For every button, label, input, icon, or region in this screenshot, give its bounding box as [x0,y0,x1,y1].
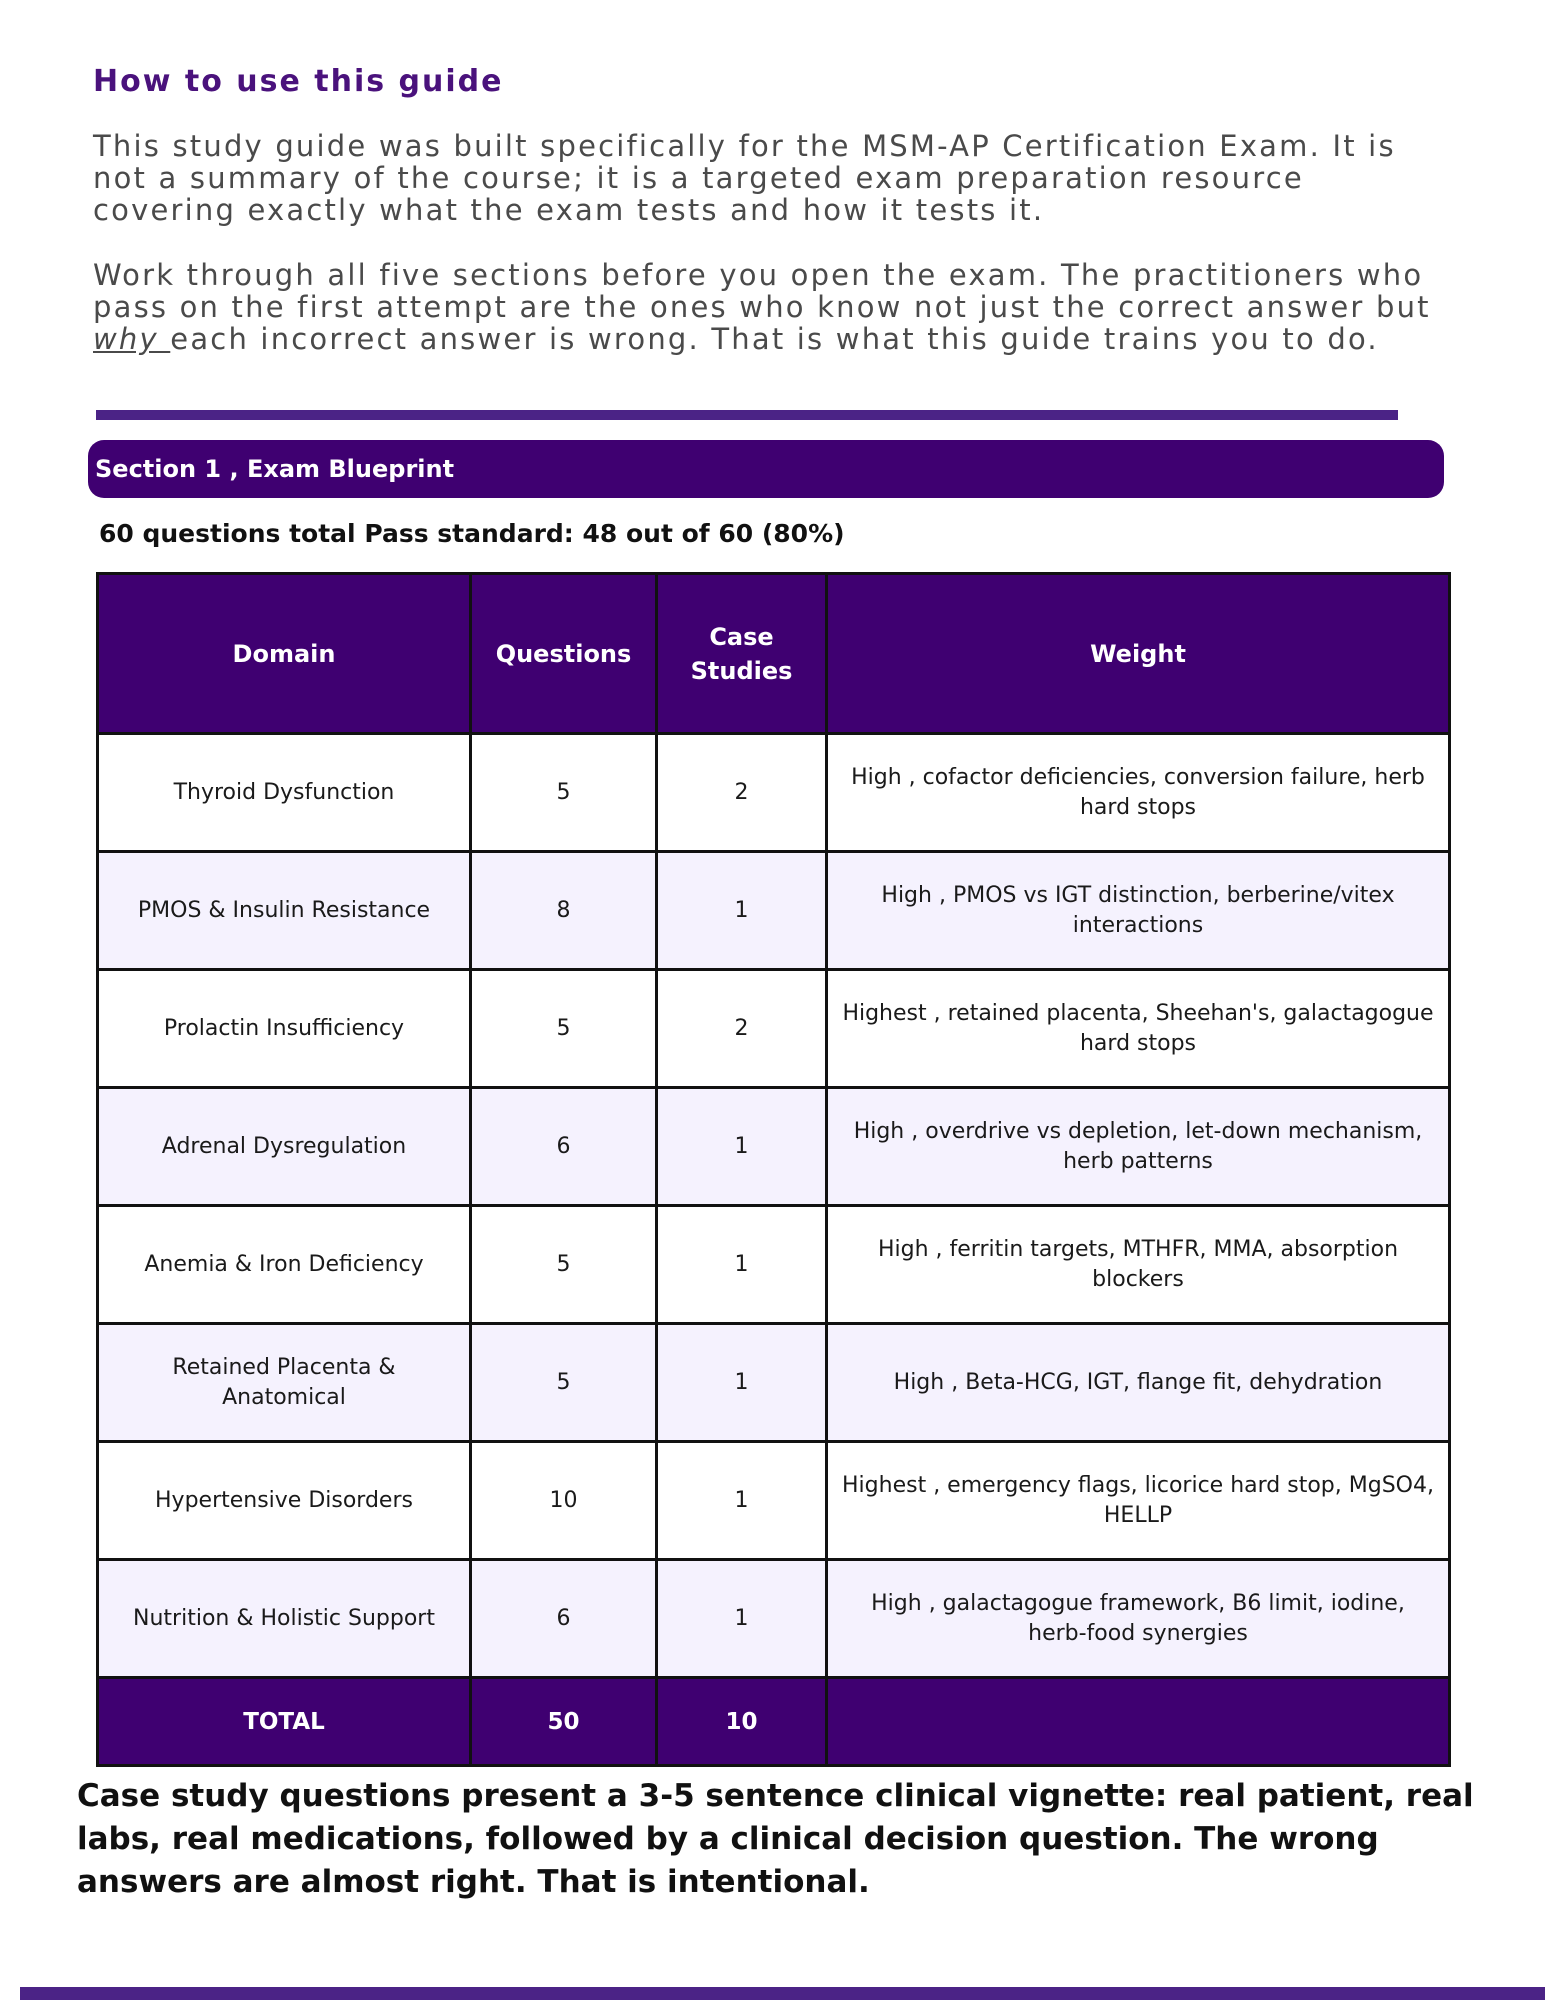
guide-title: How to use this guide [93,64,504,99]
header-weight: Weight [827,574,1450,734]
exam-blueprint-table [96,572,1451,1767]
top-divider [96,410,1398,420]
total-row [98,1678,1450,1766]
case-studies-cell: 2 [657,970,827,1088]
table-row [98,1206,1450,1324]
total-label: TOTAL [98,1678,471,1766]
domain-cell: PMOS & Insulin Resistance [98,852,471,970]
weight-cell: Highest , emergency flags, licorice hard stop, MgSO4, HELLP [827,1442,1450,1560]
questions-cell: 6 [471,1560,657,1678]
questions-cell: 6 [471,1088,657,1206]
table-row [98,852,1450,970]
domain-cell: Prolactin Insufficiency [98,970,471,1088]
section-banner [88,440,1444,498]
header-case-studies: Case Studies [657,574,827,734]
weight-cell: High , Beta-HCG, IGT, flange fit, dehydration [827,1324,1450,1442]
questions-cell: 10 [471,1442,657,1560]
total-questions: 50 [471,1678,657,1766]
case-studies-cell: 1 [657,852,827,970]
table-row [98,1324,1450,1442]
exam-summary: 60 questions total Pass standard: 48 out of 60 (80%) [99,519,845,548]
domain-cell: Anemia & Iron Deficiency [98,1206,471,1324]
case-studies-cell: 1 [657,1088,827,1206]
questions-cell: 5 [471,970,657,1088]
questions-cell: 5 [471,1324,657,1442]
table-row [98,734,1450,852]
questions-cell: 8 [471,852,657,970]
table-row [98,970,1450,1088]
intro-paragraph-2 [93,259,1453,355]
domain-cell: Adrenal Dysregulation [98,1088,471,1206]
intro-paragraph-2-end: each incorrect answer is wrong. That is what this guide trains you to do. [170,322,1379,356]
domain-cell: Hypertensive Disorders [98,1442,471,1560]
case-studies-cell: 1 [657,1560,827,1678]
case-studies-cell: 1 [657,1324,827,1442]
table-row [98,1442,1450,1560]
total-case-studies: 10 [657,1678,827,1766]
case-study-note: Case study questions present a 3-5 sentence clinical vignette: real patient, real labs, real medications, followed by a clinical decision question. The wrong answers are almost right. That is intentional. [77,1778,1474,1900]
intro-paragraph-2-start: Work through all five sections before you open the exam. The practitioners who pass on the first attempt are the ones who know not just the correct answer but [93,258,1431,324]
header-domain: Domain [98,574,471,734]
weight-cell: High , overdrive vs depletion, let-down mechanism, herb patterns [827,1088,1450,1206]
case-studies-cell: 2 [657,734,827,852]
emphasis-why: why [93,322,171,356]
weight-cell: High , PMOS vs IGT distinction, berberine/vitex interactions [827,852,1450,970]
table-row [98,1560,1450,1678]
weight-cell: High , ferritin targets, MTHFR, MMA, absorption blockers [827,1206,1450,1324]
questions-cell: 5 [471,734,657,852]
total-weight [827,1678,1450,1766]
questions-cell: 5 [471,1206,657,1324]
domain-cell: Thyroid Dysfunction [98,734,471,852]
table-header-row [98,574,1450,734]
weight-cell: High , galactagogue framework, B6 limit, iodine, herb-food synergies [827,1560,1450,1678]
bottom-divider [20,1987,1545,2000]
header-questions: Questions [471,574,657,734]
case-studies-cell: 1 [657,1206,827,1324]
intro-paragraph-1: This study guide was built specifically for the MSM-AP Certification Exam. It is not a summary of the course; it is a targeted exam preparation resource covering exactly what the exam tests and how it tests it. [93,129,1396,227]
domain-cell: Nutrition & Holistic Support [98,1560,471,1678]
table-row [98,1088,1450,1206]
case-studies-cell: 1 [657,1442,827,1560]
domain-cell: Retained Placenta & Anatomical [98,1324,471,1442]
weight-cell: High , cofactor deficiencies, conversion failure, herb hard stops [827,734,1450,852]
section-title: Section 1 , Exam Blueprint [95,455,455,483]
weight-cell: Highest , retained placenta, Sheehan's, galactagogue hard stops [827,970,1450,1088]
